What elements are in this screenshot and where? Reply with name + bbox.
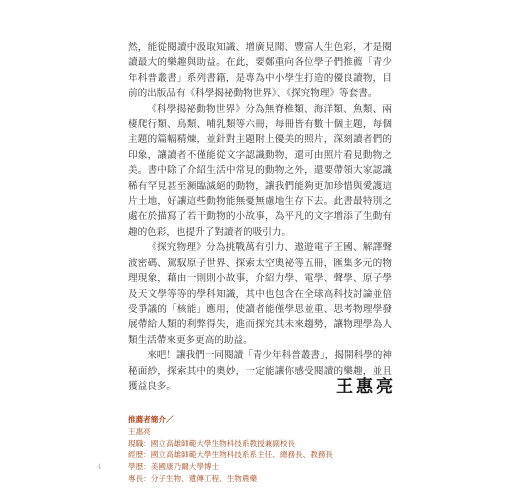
page-number: 4: [97, 463, 102, 471]
author-signature: 王惠亮: [336, 377, 396, 397]
paragraph-3: 《探究物理》分為挑戰萬有引力、遨遊電子王國、解譯聲波密碼、駕馭原子世界、探索太空奧祕等五冊，匯集多元的物理現象，藉由一則則小故事，介紹力學、電學、聲學、原子學及天文學等等的學科知識，其中也包含在全球高科技討論並倍受爭議的「核能」應用，使讀者能僅學思並重、思考物理學發展帶給人類的利弊得失，進而探究其未來趨勢，讓物理學為人類生活帶來更多更高的助益。: [128, 242, 392, 346]
intro-current-position: 現職：國立高雄師範大學生物科技系教授兼副校長: [128, 438, 296, 448]
intro-title: 推薦者簡介／: [128, 415, 174, 424]
preface-body: [128, 40, 392, 394]
intro-experience: 經歷：國立高雄師範大學生物科技系系主任、總務長、教務長: [128, 450, 334, 460]
intro-education: 學歷：美國康乃爾大學博士: [128, 462, 220, 472]
recommender-intro: [128, 414, 388, 485]
paragraph-1: 然，能從閱讀中汲取知識、增廣見聞、豐富人生色彩，才是閱讀最大的樂趣與助益。在此，要鄭重向各位學子們推薦「青少年科普叢書」系列書籍，是專為中小學生打造的優良讀物，目前的出版品有《科學揭祕動物世界》、《探究物理》等套書。: [128, 42, 392, 100]
intro-name: 王惠亮: [128, 426, 151, 436]
paragraph-4: 來吧！讓我們一同閱讀「青少年科普叢書」，揭開科學的神秘面紗，探索其中的奧妙，一定能讓你感受閱讀的樂趣，並且獲益良多。: [128, 350, 392, 392]
paragraph-2: 《科學揭祕動物世界》分為無脊椎類、海洋類、魚類、兩棲爬行類、鳥類、哺乳類等六冊，每冊皆有數十個主題，每個主題的篇幅精煉，並針對主題附上優美的照片，深刻讀者們的印象，讓讀者不僅能從文字認識動物，還可由照片看見動物之美。書中除了介紹生活中常見的動物之外，還要帶領大家認識稀有罕見甚至瀕臨滅絕的動物，讓我們能夠更加珍惜與愛護這片土地，好讓這些動物能無憂無慮地生存下去。此書最特別之處在於描寫了若干動物的小故事，為平凡的文字增添了生動有趣的色彩，也提升了對讀者的吸引力。: [128, 103, 392, 238]
intro-expertise: 專長：分子生物、遺傳工程、生物農藥: [128, 473, 258, 483]
